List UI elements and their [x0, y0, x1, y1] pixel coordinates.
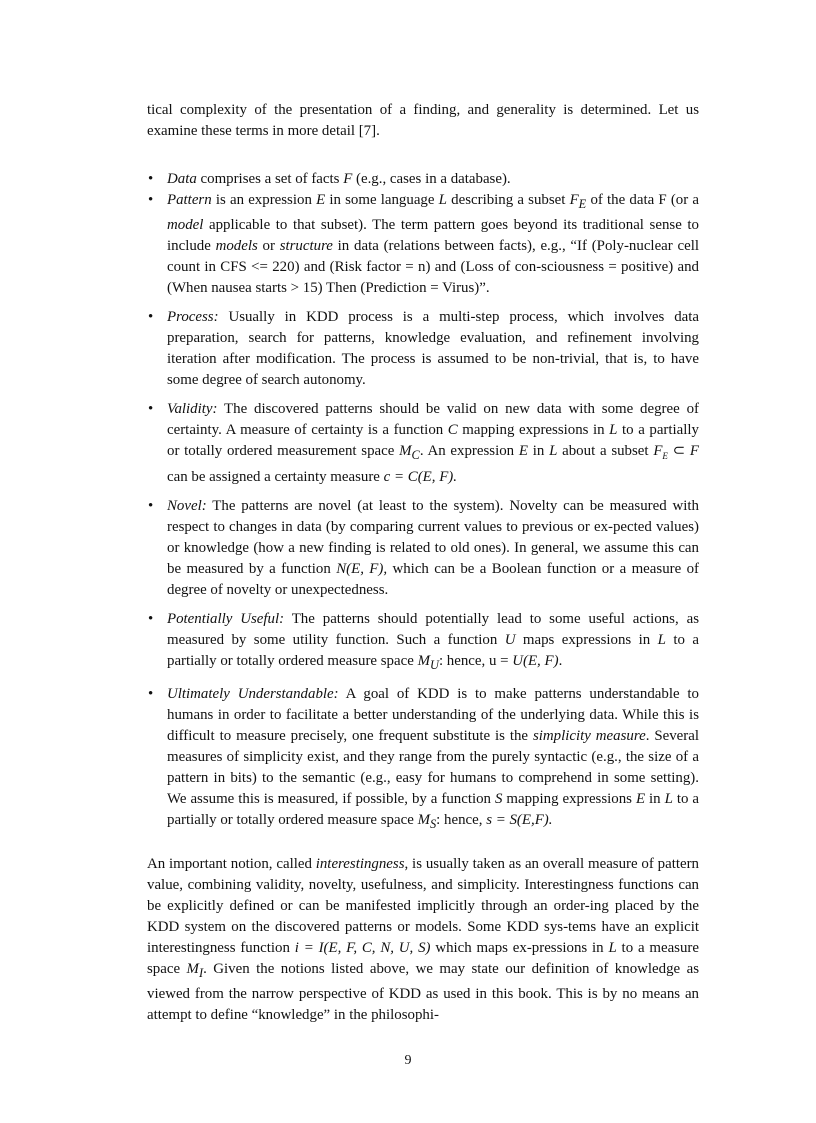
- bullet: •: [148, 685, 154, 702]
- term-ultimately-understandable: Ultimately Understandable:: [167, 685, 339, 702]
- term-validity: Validity:: [167, 400, 218, 417]
- definition-list: [147, 169, 699, 835]
- term-pattern: Pattern: [167, 192, 212, 208]
- bullet: •: [148, 308, 154, 325]
- bullet: •: [148, 497, 154, 514]
- intro-paragraph: tical complexity of the presentation of a finding, and generality is determined. Let us examine these terms in more detail [7].: [147, 102, 699, 139]
- term-potentially-useful: Potentially Useful:: [167, 610, 285, 627]
- term-novel: Novel:: [167, 497, 207, 514]
- bullet: •: [148, 610, 154, 627]
- list-item-novel: • Novel: The patterns are novel (at least to the system). Novelty can be measured with respect to changes in data (by comparing current values to previous or ex-pected values) or knowledge (how a new finding is related to old ones). In general, we assume this can be measured by a function N(E, F), which can be a Boolean function or a measure of degree of novelty or unexpectedness.: [148, 497, 700, 598]
- list-item-potentially-useful: • Potentially Useful: The patterns should potentially lead to some useful actions, as measured by some utility function. Such a function U maps expressions in L to a partially or totally ordered measure space $M_U$: hence, u = U(E, F).: [148, 610, 700, 672]
- page-body: [147, 100, 699, 1026]
- closing-paragraph: An important notion, called interestingness, is usually taken as an overall measure of pattern value, combining validity, novelty, usefulness, and simplicity. Interestingness functions can be explicitly defined or can be manifested implicitly through an order-ing placed by the KDD system on the discovered patterns or models. Some KDD sys-tems have an explicit interestingness function i = I(E, F, C, N, U, S) which maps ex-pressions in L to a measure space $M_I$. Given the notions listed above, we may state our definition of knowledge as viewed from the narrow perspective of KDD as used in this book. This is by no means an attempt to define “knowledge” in the philosophi-: [147, 855, 700, 1023]
- list-item-validity: • Validity: The discovered patterns should be valid on new data with some degree of certainty. A measure of certainty is a function C mapping expressions in L to a partially or totally ordered measurement space $M_C$. An expression E in L about a subset $F_E$ ⊂ F can be assigned a certainty measure c = C(E, F).: [148, 400, 700, 485]
- list-item-ultimately-understandable: • Ultimately Understandable: A goal of KDD is to make patterns understandable to humans in order to facilitate a better understanding of the underlying data. While this is difficult to measure precisely, one frequent substitute is the simplicity measure. Several measures of simplicity exist, and they range from the purely syntactic (e.g., the size of a pattern in bits) to the semantic (e.g., easy for humans to comprehend in some setting). We assume this is measured, if possible, by a function S mapping expressions E in L to a partially or totally ordered measure space $M_S$: hence, s = S(E,F).: [148, 685, 700, 831]
- list-item-data: • Data comprises a set of facts F (e.g., cases in a database).: [147, 169, 699, 190]
- bullet: •: [148, 171, 154, 187]
- bullet: •: [148, 400, 154, 417]
- term-process: Process:: [167, 308, 219, 325]
- term-data: Data: [167, 171, 197, 187]
- bullet: •: [148, 192, 154, 208]
- list-item-pattern: • Pattern is an expression E in some language L describing a subset $F_E$ of the data F (or a model applicable to that subset). The term pattern goes beyond its traditional sense to include models or structure in data (relations between facts), e.g., “If (Poly-nuclear cell count in CFS <= 220) and (Risk factor = n) and (Loss of con-sciousness = positive) and (When nausea starts > 15) Then (Prediction = Virus)”.: [148, 192, 699, 296]
- list-item-process: • Process: Usually in KDD process is a multi-step process, which involves data preparation, search for patterns, knowledge evaluation, and refinement involving iteration after modification. The process is assumed to be non-trivial, that is, to have some degree of search autonomy.: [148, 308, 699, 388]
- page-number: 9: [404, 1053, 412, 1068]
